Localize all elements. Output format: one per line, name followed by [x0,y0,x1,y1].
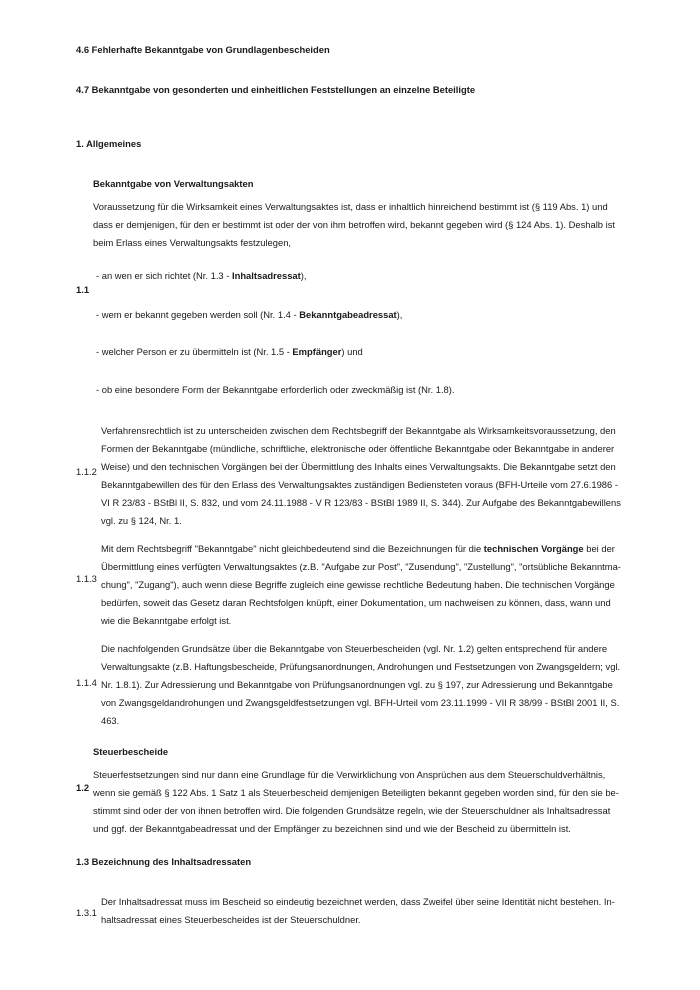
heading-4-6: 4.6 Fehlerhafte Bekanntgabe von Grundlagenbescheiden [76,44,330,55]
section-1-1-4-text: Die nachfolgenden Grundsätze über die Bekanntgabe von Steuerbescheiden (vgl. Nr. 1.2) gelten entsprechend für andere Verwaltungsakte (z.B. Haftungsbescheide, Prüfungsanordnungen, Androhungen und Festsetzungen von Zwangsgeldern; vgl. Nr. 1.8.1). Zur Adressierung und Bekanntgabe von Prüfungsanordnungen vgl. zu § 197, zur Adressierung und Bekanntgabe von Zwangsgeldandrohungen und Zwangsgeldfestsetzungen vgl. BFH-Urteil vom 23.11.1999 - VII R 38/99 - BStBl 2001 II, S. 463. [101,643,621,726]
list-item: - wem er bekannt gegeben werden soll (Nr. 1.4 - Bekanntgabeadressat), [96,309,403,320]
section-1-1-2-text: Verfahrensrechtlich ist zu unterscheiden zwischen dem Rechtsbegriff der Bekanntgabe als Wirksamkeitsvoraussetzung, den Formen der Bekanntgabe (mündliche, schriftliche, elektronische oder öffentliche Bekanntgabe oder Bekanntgabe in anderer Weise) und den technischen Vorgängen bei der Übermittlung des Inhalts eines Verwaltungsakts. Die Bekanntgabe setzt den Bekanntgabewillen des für den Erlass des Verwaltungsaktes zuständigen Bediensteten voraus (BFH-Urteile vom 27.6.1986 - VI R 23/83 - BStBl II, S. 832, und vom 24.11.1988 - V R 123/83 - BStBl 1989 II, S. 344). Zur Aufgabe des Bekanntgabewillens vgl. zu § 124, Nr. 1. [101,425,621,526]
heading-1-3: 1.3 Bezeichnung des Inhaltsadressaten [76,856,252,867]
section-1-2-text: Steuerfestsetzungen sind nur dann eine Grundlage für die Verwirklichung von Ansprüchen aus dem Steuerschuldverhältnis, wenn sie gemäß § 122 Abs. 1 Satz 1 als Steuerbescheid demjenigen Beteiligten bekannt gegeben worden sind, für den sie be-stimmt sind oder der von ihnen betroffen wird. Die folgenden Grundsätze regeln, wie der Steuerschuldner als Inhaltsadressat und ggf. der Bekanntgabeadressat und der Empfänger zu bezeichnen sind und wie der Bescheid zu übermitteln ist. [93,769,619,834]
section-1-1-3-text: Mit dem Rechtsbegriff "Bekanntgabe" nicht gleichbedeutend sind die Bezeichnungen für die technischen Vorgänge bei der Übermittlung eines verfügten Verwaltungsaktes (z.B. "Aufgabe zur Post", "Zusendung", "Zustellung", "ortsübliche Bekanntma-chung", "Zugang"), auch wenn diese Begriffe zugleich eine gewisse rechtliche Bedeutung haben. Die technischen Vorgänge bedürfen, soweit das Gesetz daran Rechtsfolgen knüpft, einer Dokumentation, um nachweisen zu können, dass, wann und wie die Bekanntgabe erfolgt ist. [101,543,621,626]
heading-steuerbescheide: Steuerbescheide [93,746,169,757]
number-1-1: 1.1 [76,284,90,295]
heading-4-7: 4.7 Bekanntgabe von gesonderten und einheitlichen Feststellungen an einzelne Beteiligte [76,84,476,95]
heading-bekanntgabe-verwaltungsakten: Bekanntgabe von Verwaltungsakten [93,178,254,189]
heading-1-allgemeines: 1. Allgemeines [76,138,142,149]
list-item: - ob eine besondere Form der Bekanntgabe erforderlich oder zweckmäßig ist (Nr. 1.8). [96,384,455,395]
list-item: - welcher Person er zu übermitteln ist (Nr. 1.5 - Empfänger) und [96,346,363,357]
number-1-3-1: 1.3.1 [76,907,97,918]
number-1-2: 1.2 [76,782,90,793]
number-1-1-4: 1.1.4 [76,677,97,688]
number-1-1-3: 1.1.3 [76,573,97,584]
list-item: - an wen er sich richtet (Nr. 1.3 - Inhaltsadressat), [96,270,307,281]
section-1-3-1-text: Der Inhaltsadressat muss im Bescheid so eindeutig bezeichnet werden, dass Zweifel über seine Identität nicht bestehen. In-haltsadressat eines Steuerbescheides ist der Steuerschuldner. [101,896,615,925]
number-1-1-2: 1.1.2 [76,466,97,477]
section-1-1-intro: Voraussetzung für die Wirksamkeit eines Verwaltungsaktes ist, dass er inhaltlich hinreichend bestimmt ist (§ 119 Abs. 1) und dass er demjenigen, für den er bestimmt ist oder der von ihm betroffen wird, bekannt gegeben wird (§ 124 Abs. 1). Deshalb ist beim Erlass eines Verwaltungsakts festzulegen, [93,201,615,248]
